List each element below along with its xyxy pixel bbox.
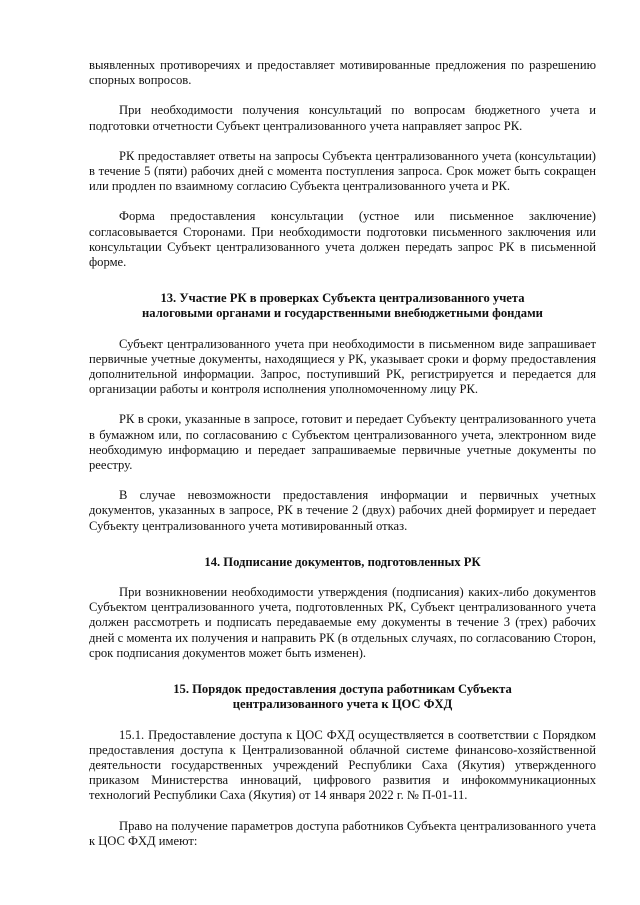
paragraph-consultation-form: Форма предоставления консультации (устное или письменное заключение) согласовывается Сторонами. При необходимости подготовки письменного заключения или консультации Субъект централизованного учета должен передать запрос РК в письменной форме. bbox=[89, 209, 596, 270]
section-15-heading-line-2: централизованного учета к ЦОС ФХД bbox=[232, 697, 453, 712]
section-14-heading: 14. Подписание документов, подготовленных РК bbox=[204, 554, 481, 569]
paragraph-signing: При возникновении необходимости утверждения (подписания) каких-либо документов Субъектом централизованного учета, подготовленных РК, Субъект централизованного учета должен рассмотреть и подписать передаваемые ему документы в течение 3 (трех) рабочих дней с момента их получения и направить РК (в отдельных случаях, по согласованию Сторон, срок подписания документов может быть изменен). bbox=[89, 585, 596, 660]
paragraph-access-rights: Право на получение параметров доступа работников Субъекта централизованного учета к ЦОС ФХД имеют: bbox=[89, 818, 596, 848]
section-13-heading bbox=[89, 291, 596, 321]
section-13-heading-line-2: налоговыми органами и государственными внебюджетными фондами bbox=[142, 306, 543, 321]
section-15-heading-line-1: 15. Порядок предоставления доступа работникам Субъекта bbox=[173, 682, 512, 697]
document-body bbox=[89, 58, 596, 849]
section-13-heading-line-1: 13. Участие РК в проверках Субъекта централизованного учета bbox=[160, 291, 525, 306]
paragraph-consultation-request: При необходимости получения консультаций по вопросам бюджетного учета и подготовки отчетности Субъект централизованного учета направляет запрос РК. bbox=[89, 103, 596, 133]
paragraph-document-request: Субъект централизованного учета при необходимости в письменном виде запрашивает первичные учетные документы, находящиеся у РК, указывает сроки и форму предоставления дополнительной информации. Запрос, поступивший РК, регистрируется и передается для организации работы и контроля исполнения уполномоченному лицу РК. bbox=[89, 336, 596, 397]
section-15-heading bbox=[89, 682, 596, 712]
paragraph-access-order: 15.1. Предоставление доступа к ЦОС ФХД осуществляется в соответствии с Порядком предоставления доступа к Централизованной облачной системе финансово-хозяйственной деятельности государственных учреждений Республики Саха (Якутия) утвержденного приказом Министерства инноваций, цифрового развития и инфокоммуникационных технологий Республики Саха (Якутия) от 14 января 2022 г. № П-01-11. bbox=[89, 727, 596, 803]
paragraph-refusal: В случае невозможности предоставления информации и первичных учетных документов, указанных в запросе, РК в течение 2 (двух) рабочих дней формирует и передает Субъекту централизованного учета мотивированный отказ. bbox=[89, 488, 596, 533]
paragraph-continuation: выявленных противоречиях и предоставляет мотивированные предложения по разрешению спорных вопросов. bbox=[89, 58, 596, 88]
paragraph-consultation-answers: РК предоставляет ответы на запросы Субъекта централизованного учета (консультации) в течение 5 (пяти) рабочих дней с момента поступления запроса. Срок может быть сокращен или продлен по взаимному согласию Субъекта централизованного учета и РК. bbox=[89, 148, 596, 194]
paragraph-document-transfer: РК в сроки, указанные в запросе, готовит и передает Субъекту централизованного учета в бумажном или, по согласованию с Субъектом централизованного учета, электронном виде необходимую информацию и передает запрашиваемые первичные учетные документы по реестру. bbox=[89, 412, 596, 473]
